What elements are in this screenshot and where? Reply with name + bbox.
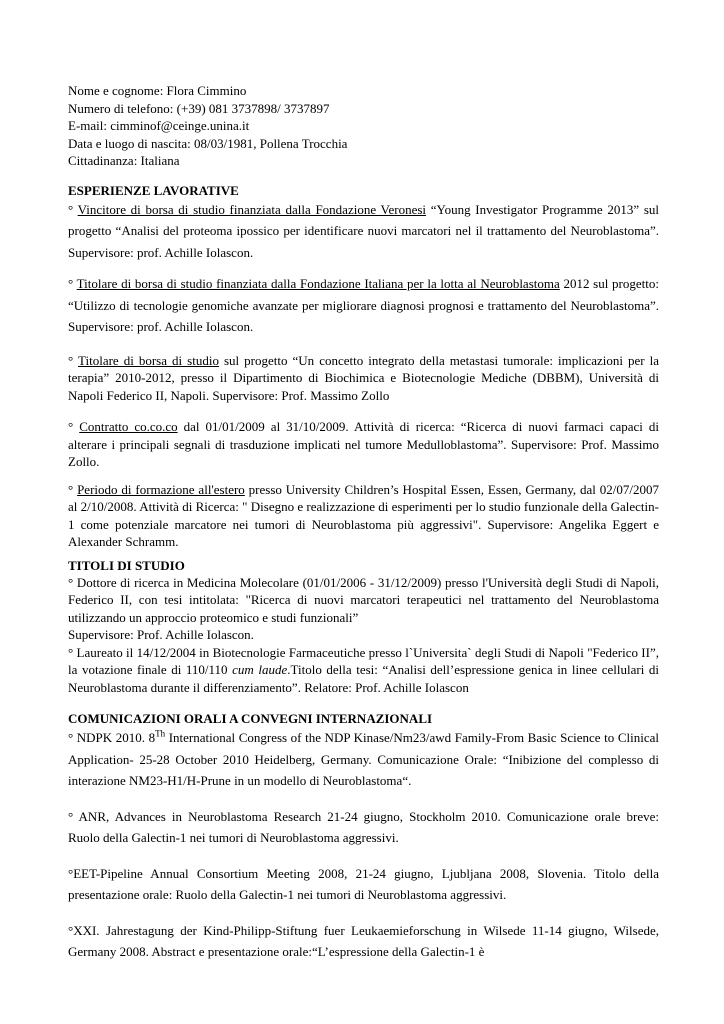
talks-heading: COMUNICAZIONI ORALI A CONVEGNI INTERNAZIONALI [68,711,433,726]
work-item-3: ° Titolare di borsa di studio sul progetto “Un concetto integrato della metastasi tumorale: implicazioni per la terapia” 2010-2012, presso il Dipartimento di Biochimica e Biotecnologie Mediche (DBBM), Università di Napoli Federico II, Napoli. Supervisore: Prof. Massimo Zollo [68,352,660,403]
work-item-1-title: Vincitore di borsa di studio finanziata dalla Fondazione Veronesi [77,201,427,217]
work-item-3-title: Titolare di borsa di studio [78,352,219,368]
degree-entry: ° Laureato il 14/12/2004 in Biotecnologie Farmaceutiche presso l`Universita` degli Studi di Napoli "Federico II”, la votazione finale di 110/110 cum laude.Titolo della tesi: “Analisi dell’espressione genica in linee cellulari di Neuroblastoma durante il differenziamento”. Relatore: Prof. Achille Iolascon [68,644,659,695]
education-heading: TITOLI DI STUDIO [68,557,185,573]
phd-supervisor: Supervisore: Prof. Achille Iolascon. [68,627,254,642]
cv-document [68,82,659,963]
talk-4: °XXI. Jahrestagung der Kind-Philipp-Stiftung fuer Leukaemieforschung in Wilsede 11-14 giugno, Wilsede, Germany 2008. Abstract e presentazione orale:“L’espressione della Galectin-1 è [68,922,659,959]
work-heading: ESPERIENZE LAVORATIVE [68,182,239,198]
work-item-2: ° Titolare di borsa di studio finanziata dalla Fondazione Italiana per la lotta al Neuroblastoma 2012 sul progetto: “Utilizzo di tecnologie genomiche avanzate per migliorare diagnosi prognosi e trattamento del Neuroblastoma”. Supervisore: prof. Achille Iolascon. [68,276,659,334]
personal-info [68,82,659,170]
ordinal-sup: Th [155,728,166,739]
work-item-5-title: Periodo di formazione all'estero [77,481,245,497]
talk-3: °EET-Pipeline Annual Consortium Meeting 2008, 21-24 giugno, Ljubljana 2008, Slovenia. Titolo della presentazione orale: Ruolo della Galectin-1 nei tumori di Neuroblastoma aggressivi. [68,865,659,902]
work-item-4-title: Contratto co.co.co [79,419,178,434]
work-item-2-title: Titolare di borsa di studio finanziata dalla Fondazione Italiana per la lotta al Neuroblastoma [76,276,560,291]
name-line: Nome e cognome: Flora Cimmino [68,83,247,98]
talk-2: ° ANR, Advances in Neuroblastoma Research 21-24 giugno, Stockholm 2010. Comunicazione orale breve: Ruolo della Galectin-1 nei tumori di Neuroblastoma aggressivi. [68,808,659,845]
phd-entry: ° Dottore di ricerca in Medicina Molecolare (01/01/2006 - 31/12/2009) presso l'Università degli Studi di Napoli, Federico II, con tesi intitolata: "Ricerca di nuovi marcatori terapeutici nel trattamento del Neuroblastoma utilizzando un approccio proteomico e studi funzionali” [68,574,659,625]
cum-laude: cum laude [232,662,288,677]
work-item-4: ° Contratto co.co.co dal 01/01/2009 al 31/10/2009. Attività di ricerca: “Ricerca di nuovi farmaci capaci di alterare i principali segnali di trasduzione implicati nel tumore Medulloblastoma”. Supervisore: Prof. Massimo Zollo. [68,419,660,469]
phone-line: Numero di telefono: (+39) 081 3737898/ 3737897 [68,100,330,116]
work-item-5: ° Periodo di formazione all'estero presso University Children’s Hospital Essen, Essen, Germany, dal 02/07/2007 al 2/10/2008. Attività di Ricerca: " Disegno e realizzazione di esperimenti per lo studio funzionale della Galectin-1 come potenziale marcatore nei tumori di Neuroblastoma più aggressivi". Supervisore: Angelika Eggert e Alexander Schramm. [68,481,659,549]
citizenship-line: Cittadinanza: Italiana [68,153,180,168]
work-item-1: ° Vincitore di borsa di studio finanziata dalla Fondazione Veronesi “Young Investigator Programme 2013” sul progetto “Analisi del proteoma ipossico per identificare nuovi marcatori nel il trattamento del Neuroblastoma”. Supervisore: prof. Achille Iolascon. [68,201,660,260]
birth-line: Data e luogo di nascita: 08/03/1981, Pollena Trocchia [68,135,348,151]
talk-1: ° NDPK 2010. 8Th International Congress of the NDP Kinase/Nm23/awd Family-From Basic Science to Clinical Application- 25-28 October 2010 Heidelberg, Germany. Comunicazione Orale: “Inibizione del complesso di interazione NM23-H1/H-Prune in un modello di Neuroblastoma“. [68,728,659,788]
email-line: E-mail: cimminof@ceinge.unina.it [68,118,250,133]
